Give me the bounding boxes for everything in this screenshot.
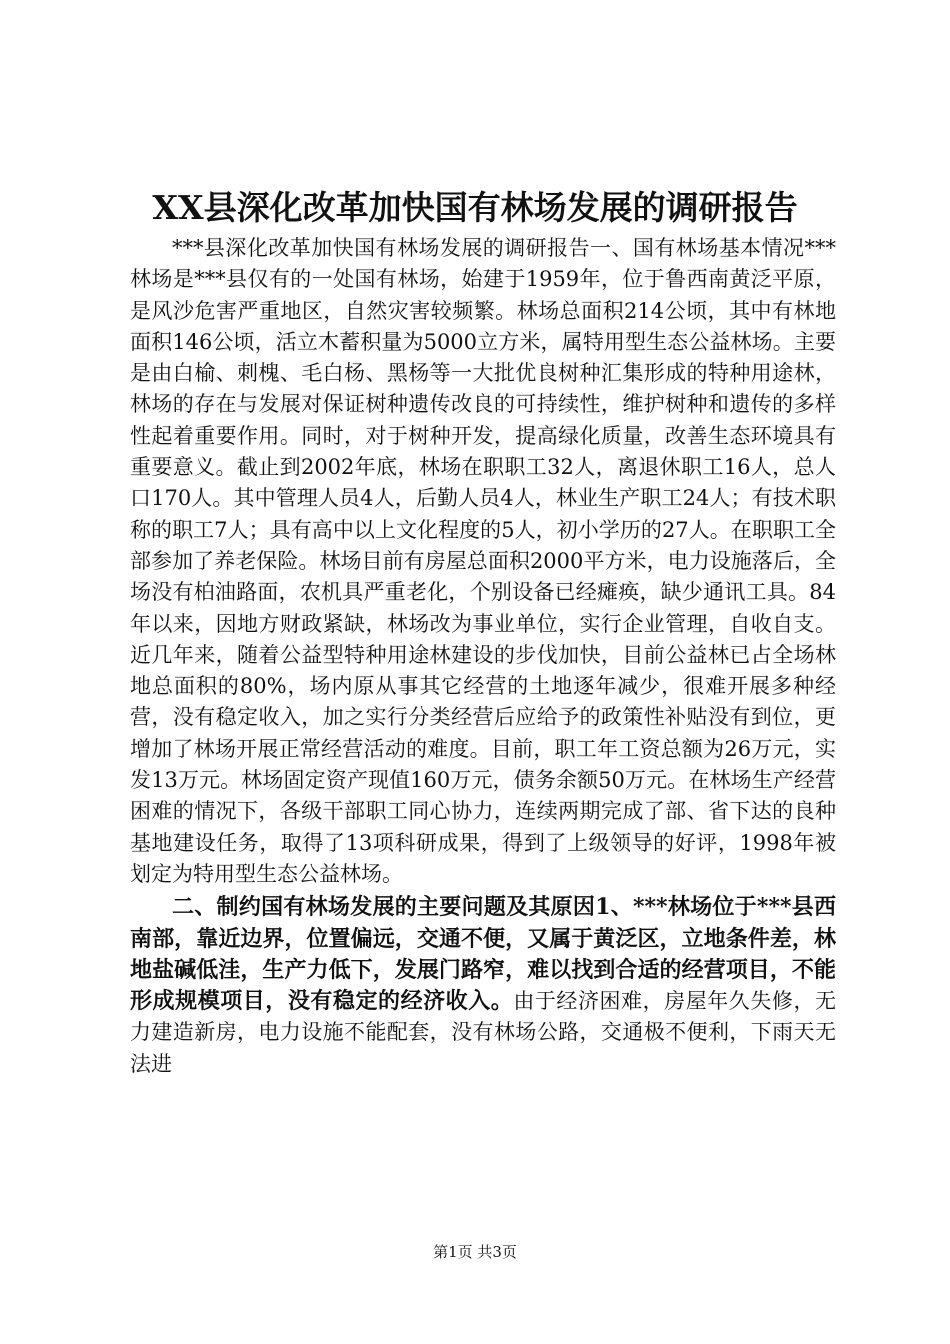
document-title: XX县深化改革加快国有林场发展的调研报告 — [152, 188, 798, 227]
paragraph-2-text: 由于经济困难，房屋年久失修，无力建造新房，电力设施不能配套，没有林场公路，交通极不便利，下雨天无法进 — [130, 989, 836, 1076]
document-body — [130, 233, 836, 1080]
paragraph-2-bold-text: 二、制约国有林场发展的主要问题及其原因1、***林场位于***县西南部，靠近边界，位置偏远，交通不便，又属于黄泛区，立地条件差，林地盐碱低洼，生产力低下，发展门路窄，难以找到合适的经营项目，不能形成规模项目，没有稳定的经济收入。 — [130, 894, 836, 1015]
paragraph-1: ***县深化改革加快国有林场发展的调研报告一、国有林场基本情况***林场是***县仅有的一处国有林场，始建于1959年，位于鲁西南黄泛平原，是风沙危害严重地区，自然灾害较频繁。林场总面积214公顷，其中有林地面积146公顷，活立木蓄积量为5000立方米，属特用型生态公益林场。主要是由白榆、刺槐、毛白杨、黑杨等一大批优良树种汇集形成的特种用途林，林场的存在与发展对保证树种遗传改良的可持续性，维护树种和遗传的多样性起着重要作用。同时，对于树种开发，提高绿化质量，改善生态环境具有重要意义。截止到2002年底，林场在职职工32人，离退休职工16人，总人口170人。其中管理人员4人，后勤人员4人，林业生产职工24人；有技术职称的职工7人；具有高中以上文化程度的5人，初小学历的27人。在职职工全部参加了养老保险。林场目前有房屋总面积2000平方米，电力设施落后，全场没有柏油路面，农机具严重老化，个别设备已经瘫痪，缺少通讯工具。84年以来，因地方财政紧缺，林场改为事业单位，实行企业管理，自收自支。近几年来，随着公益型特种用途林建设的步伐加快，目前公益林已占全场林地总面积的80%，场内原从事其它经营的土地逐年减少，很难开展多种经营，没有稳定收入，加之实行分类经营后应给予的政策性补贴没有到位，更增加了林场开展正常经营活动的难度。目前，职工年工资总额为26万元，实发13万元。林场固定资产现值160万元，债务余额50万元。在林场生产经营困难的情况下，各级干部职工同心协力，连续两期完成了部、省下达的良种基地建设任务，取得了13项科研成果，得到了上级领导的好评，1998年被划定为特用型生态公益林场。 — [130, 236, 836, 886]
paragraph-2 — [130, 892, 836, 1080]
page-number: 第1页 共3页 — [433, 1243, 517, 1261]
